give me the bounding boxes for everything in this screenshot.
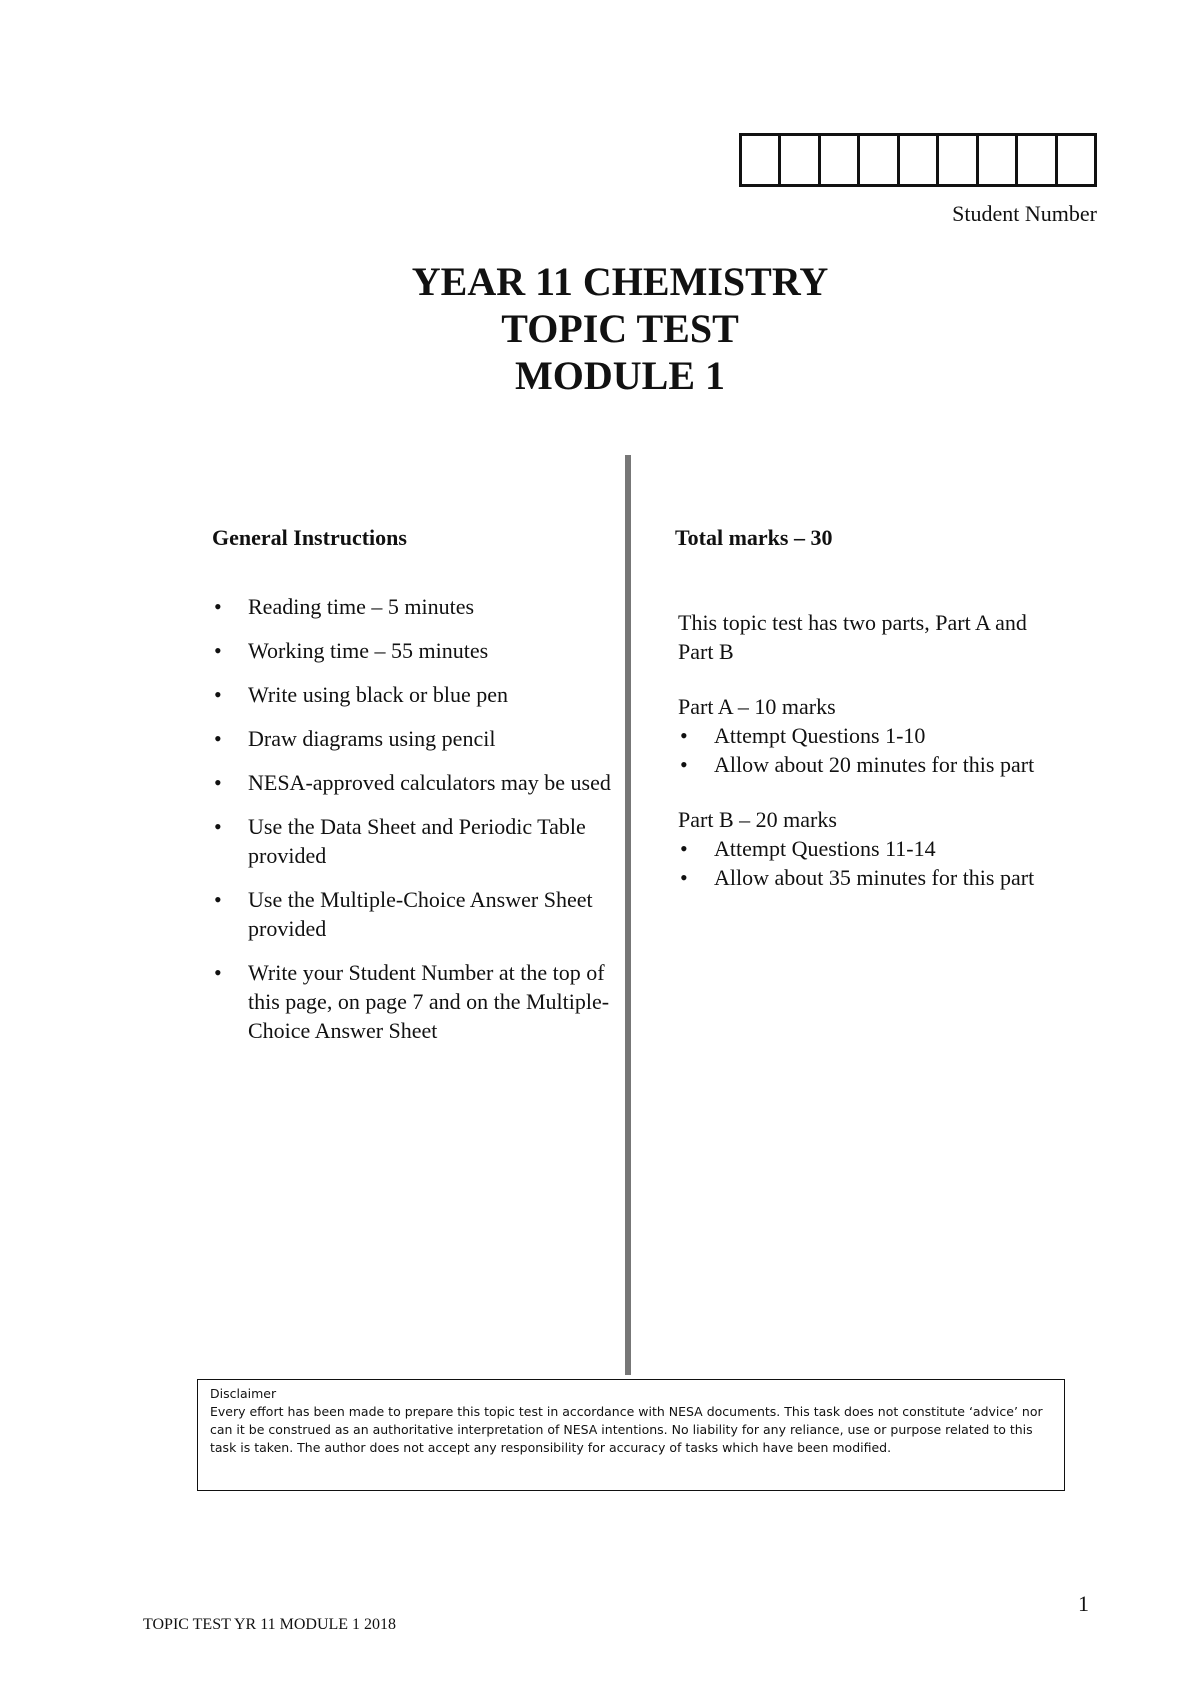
student-number-cell[interactable] (900, 136, 939, 184)
page-number: 1 (1078, 1591, 1089, 1616)
bullet-icon: • (214, 960, 222, 985)
bullet-icon: • (680, 836, 688, 861)
list-item: • Allow about 20 minutes for this part (680, 752, 1035, 777)
bullet-icon: • (214, 638, 222, 663)
total-marks-heading: Total marks – 30 (675, 525, 833, 550)
disclaimer-title: Disclaimer (210, 1386, 277, 1401)
list-item: • Use the Multiple-Choice Answer Sheet provided (214, 887, 593, 941)
list-item: • Write using black or blue pen (214, 682, 508, 707)
bullet-icon: • (680, 723, 688, 748)
disclaimer-text: Every effort has been made to prepare this topic test in accordance with NESA documents. This task does not constitute ‘advice’ nor can it be construed as an authoritative interpretation of NESA intentions. No liability for any reliance, use or purpose related to this task is taken. The author does not accept any responsibility for accuracy of tasks which have been modified. (210, 1404, 1043, 1455)
list-item: • Use the Data Sheet and Periodic Table provided (214, 814, 586, 868)
general-instructions-list (212, 592, 612, 1060)
list-item: • Reading time – 5 minutes (214, 594, 475, 619)
list-item: • Attempt Questions 11-14 (680, 836, 936, 861)
column-divider (625, 455, 631, 1375)
bullet-icon: • (214, 726, 222, 751)
list-item: • NESA-approved calculators may be used (214, 770, 611, 795)
general-instructions-heading: General Instructions (212, 525, 407, 550)
bullet-icon: • (214, 814, 222, 839)
bullet-icon: • (214, 682, 222, 707)
student-number-cell[interactable] (860, 136, 899, 184)
page-title (0, 258, 1200, 399)
bullet-icon: • (680, 865, 688, 890)
test-intro: This topic test has two parts, Part A and Part B (678, 610, 1027, 664)
list-item: • Allow about 35 minutes for this part (680, 865, 1035, 890)
list-item: • Attempt Questions 1-10 (680, 723, 926, 748)
bullet-icon: • (214, 887, 222, 912)
student-number-label: Student Number (952, 201, 1097, 226)
student-number-cell[interactable] (742, 136, 781, 184)
student-number-cell[interactable] (1018, 136, 1057, 184)
list-item: • Working time – 55 minutes (214, 638, 489, 663)
part-b-title: Part B – 20 marks (678, 807, 837, 832)
part-a-title: Part A – 10 marks (678, 694, 836, 719)
bullet-icon: • (214, 594, 222, 619)
student-number-cell[interactable] (979, 136, 1018, 184)
student-number-cell[interactable] (939, 136, 978, 184)
title-line-1: YEAR 11 CHEMISTRY (411, 259, 829, 304)
footer-text: TOPIC TEST YR 11 MODULE 1 2018 (143, 1616, 397, 1633)
part-b-list (678, 834, 1058, 892)
disclaimer-box (197, 1379, 1065, 1491)
bullet-icon: • (214, 770, 222, 795)
list-item: • Draw diagrams using pencil (214, 726, 496, 751)
title-line-3: MODULE 1 (515, 353, 725, 398)
test-structure (678, 608, 1058, 892)
part-a-list (678, 721, 1058, 779)
student-number-boxes[interactable] (739, 133, 1097, 187)
bullet-icon: • (680, 752, 688, 777)
student-number-cell[interactable] (781, 136, 820, 184)
student-number-cell[interactable] (1058, 136, 1094, 184)
list-item: • Write your Student Number at the top of this page, on page 7 and on the Multiple-Choice Answer Sheet (214, 960, 610, 1043)
title-line-2: TOPIC TEST (501, 306, 739, 351)
student-number-cell[interactable] (821, 136, 860, 184)
